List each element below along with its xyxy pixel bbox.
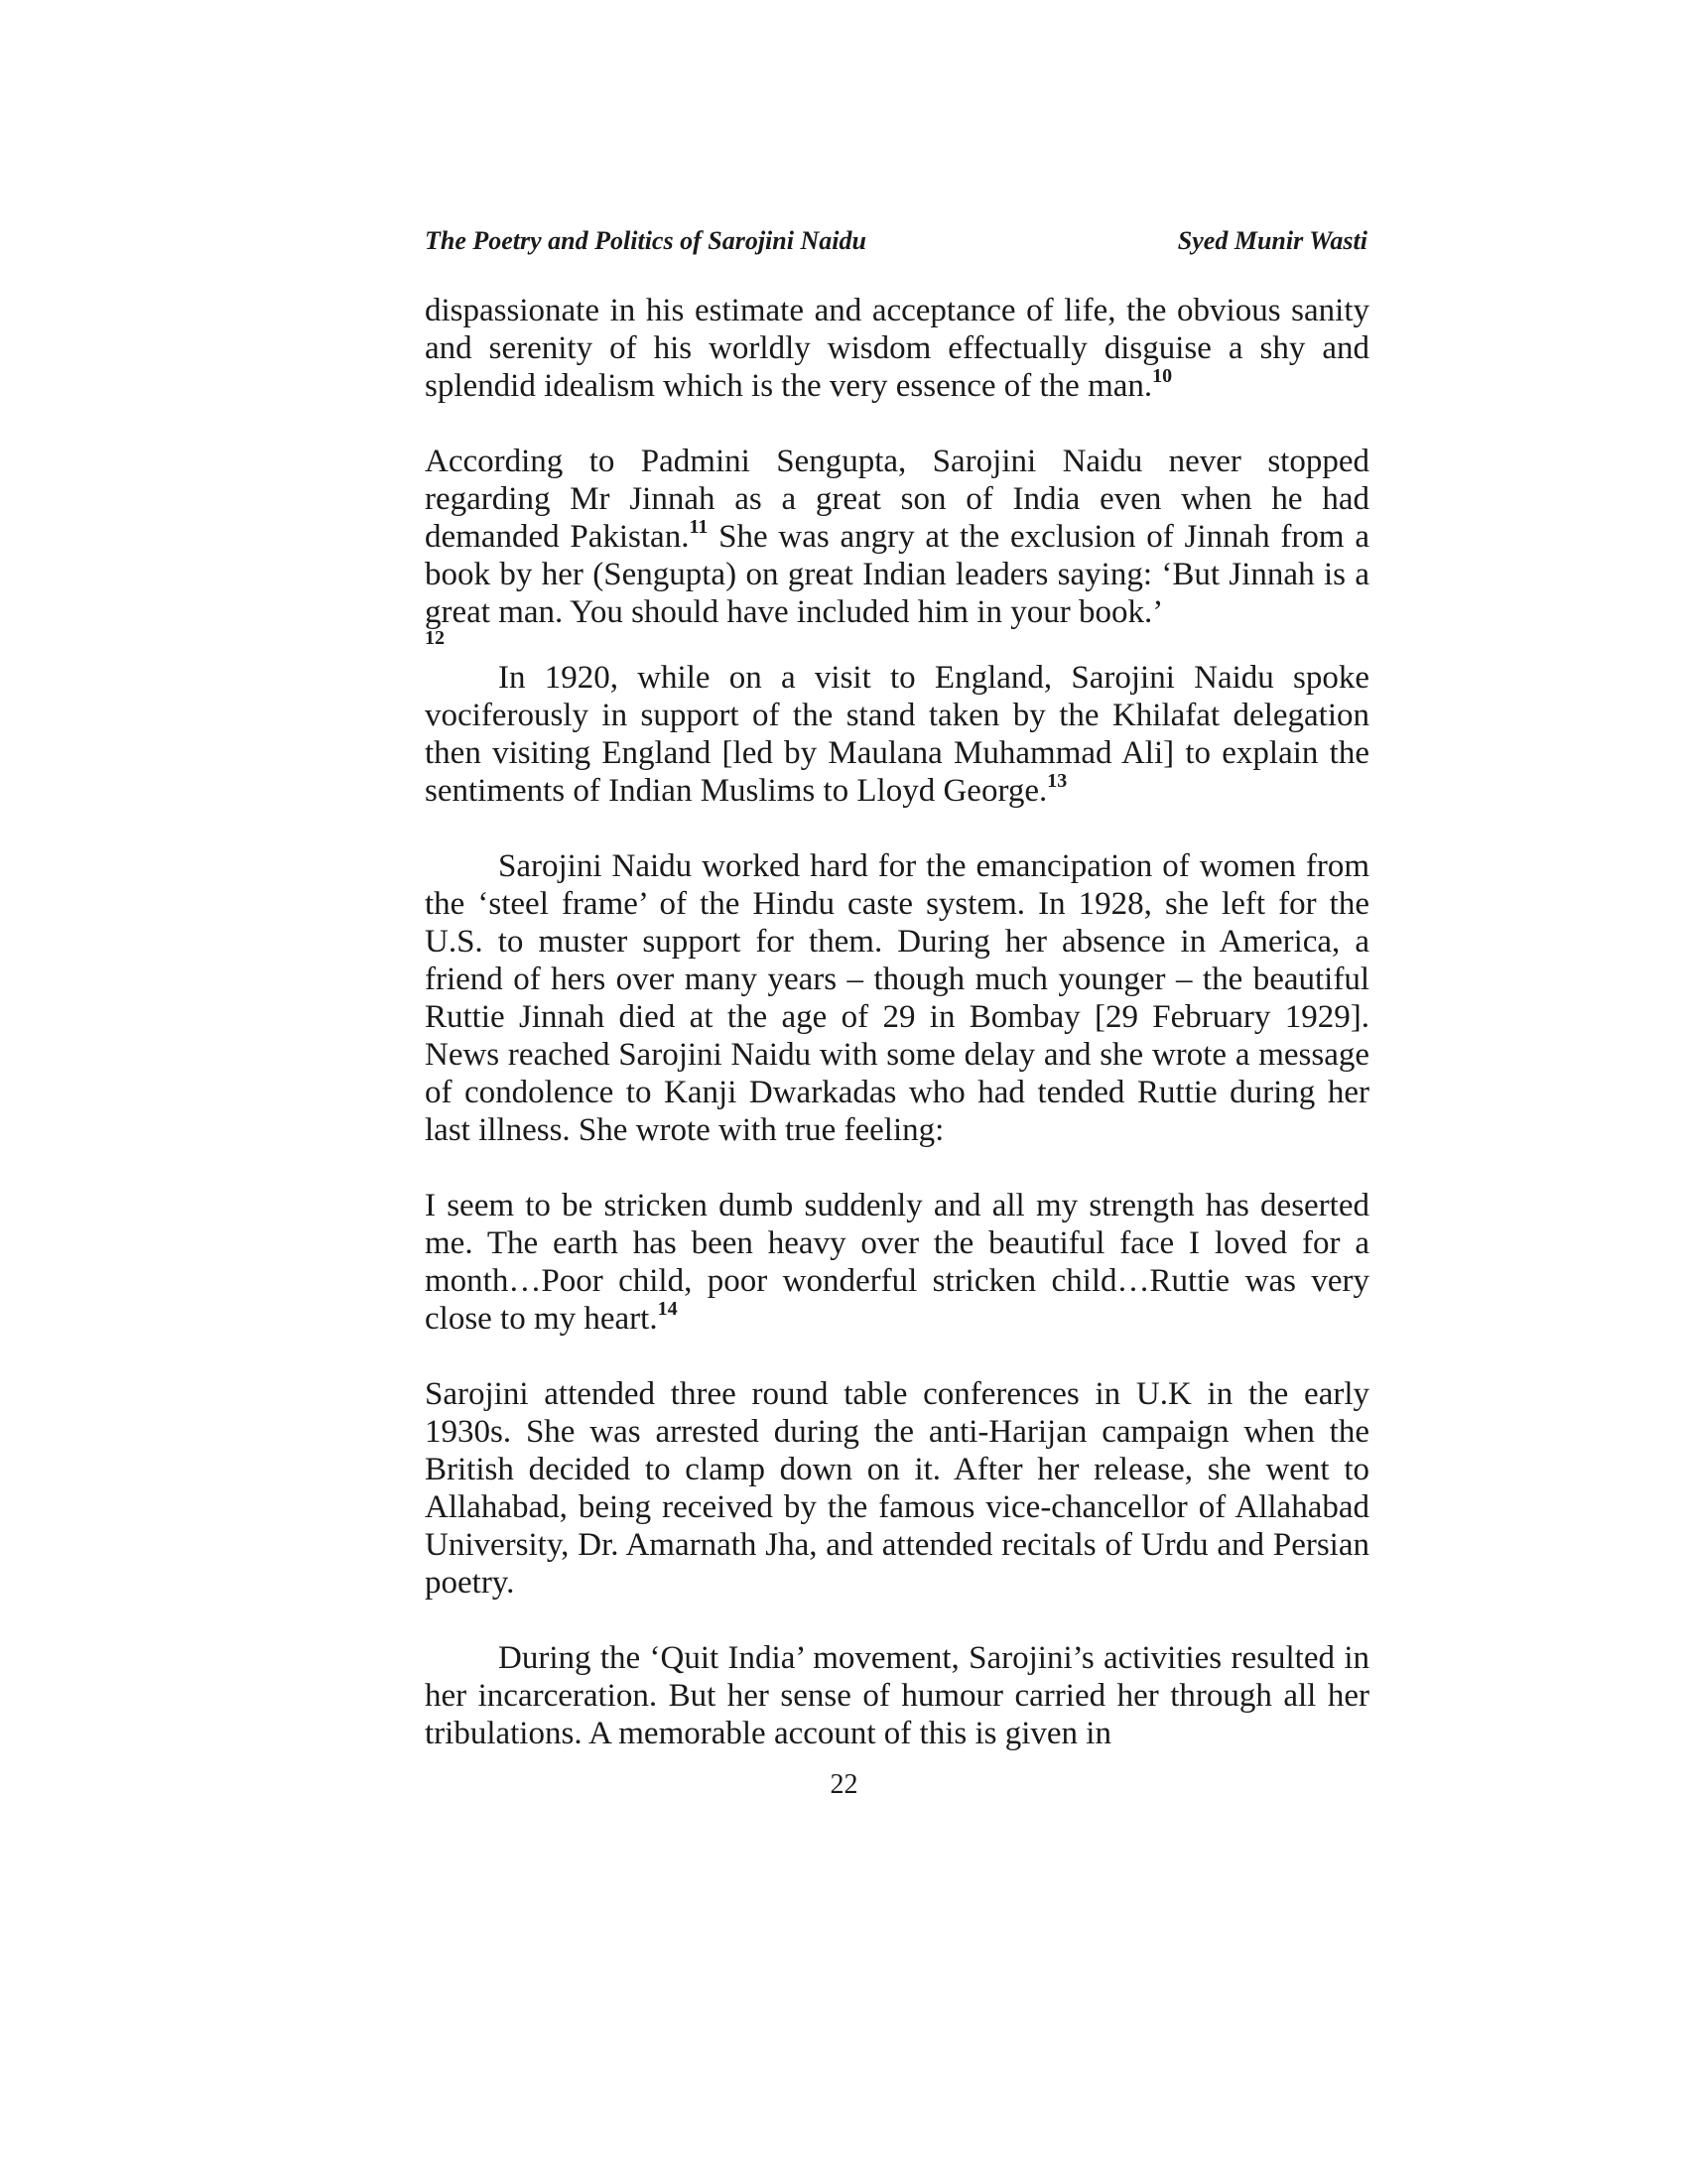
paragraph-text: According to Padmini Sengupta, Sarojini Naidu never stopped regarding Mr Jinnah as a great son of India even when he had demanded Pakistan. [425, 444, 1369, 555]
running-header [425, 226, 1367, 266]
header-book-title: The Poetry and Politics of Sarojini Naidu [425, 226, 866, 255]
paragraph-text: During the ‘Quit India’ movement, Sarojini’s activities resulted in her incarceration. But her sense of humour carried her through all her tribulations. A memorable account of this is given in [425, 1640, 1369, 1751]
footnote-ref: 13 [1047, 770, 1068, 792]
footnote-ref: 12 [425, 627, 445, 649]
paragraph [425, 1375, 1369, 1602]
paragraph-text: In 1920, while on a visit to England, Sarojini Naidu spoke vociferously in support of the stand taken by the Khilafat delegation then visiting England [led by Maulana Muhammad Ali] to explain the sentiments of Indian Muslims to Lloyd George. [425, 660, 1369, 809]
paragraph-text: dispassionate in his estimate and acceptance of life, the obvious sanity and serenity of his worldly wisdom effectually disguise a shy and splendid idealism which is the very essence of the man. [425, 293, 1369, 404]
paragraph-text: She was angry at the exclusion of Jinnah from a book by her (Sengupta) on great Indian leaders saying: ‘But Jinnah is a great man. You should have included him in your book.’ [425, 519, 1369, 630]
paragraph [425, 659, 1369, 810]
paragraph [425, 292, 1369, 405]
paragraph-text: Sarojini attended three round table conferences in U.K in the early 1930s. She was arrested during the anti-Harijan campaign when the British decided to clamp down on it. After her release, she went to Allahabad, being received by the famous vice-chancellor of Allahabad University, Dr. Amarnath Jha, and attended recitals of Urdu and Persian poetry. [425, 1376, 1369, 1601]
paragraph [425, 443, 1369, 631]
footnote-ref: 14 [657, 1298, 678, 1320]
paragraph-text: Sarojini Naidu worked hard for the emancipation of women from the ‘steel frame’ of the Hindu caste system. In 1928, she left for the U.S. to muster support for them. During her absence in America, a friend of hers over many years – though much younger – the beautiful Ruttie Jinnah died at the age of 29 in Bombay [29 February 1929]. News reached Sarojini Naidu with some delay and she wrote a message of condolence to Kanji Dwarkadas who had tended Ruttie during her last illness. She wrote with true feeling: [425, 848, 1369, 1148]
paragraph [425, 847, 1369, 1149]
block-quote [425, 1187, 1369, 1338]
page-body [425, 292, 1369, 1752]
paragraph [425, 1639, 1369, 1752]
quote-text: I seem to be stricken dumb suddenly and all my strength has deserted me. The earth has been heavy over the beautiful face I loved for a month…Poor child, poor wonderful stricken child…Ruttie was very close to my heart. [425, 1188, 1369, 1337]
page-number: 22 [830, 1769, 858, 1800]
header-author: Syed Munir Wasti [1177, 226, 1367, 255]
footnote-ref: 10 [1152, 365, 1173, 387]
footnote-ref: 11 [689, 516, 709, 538]
